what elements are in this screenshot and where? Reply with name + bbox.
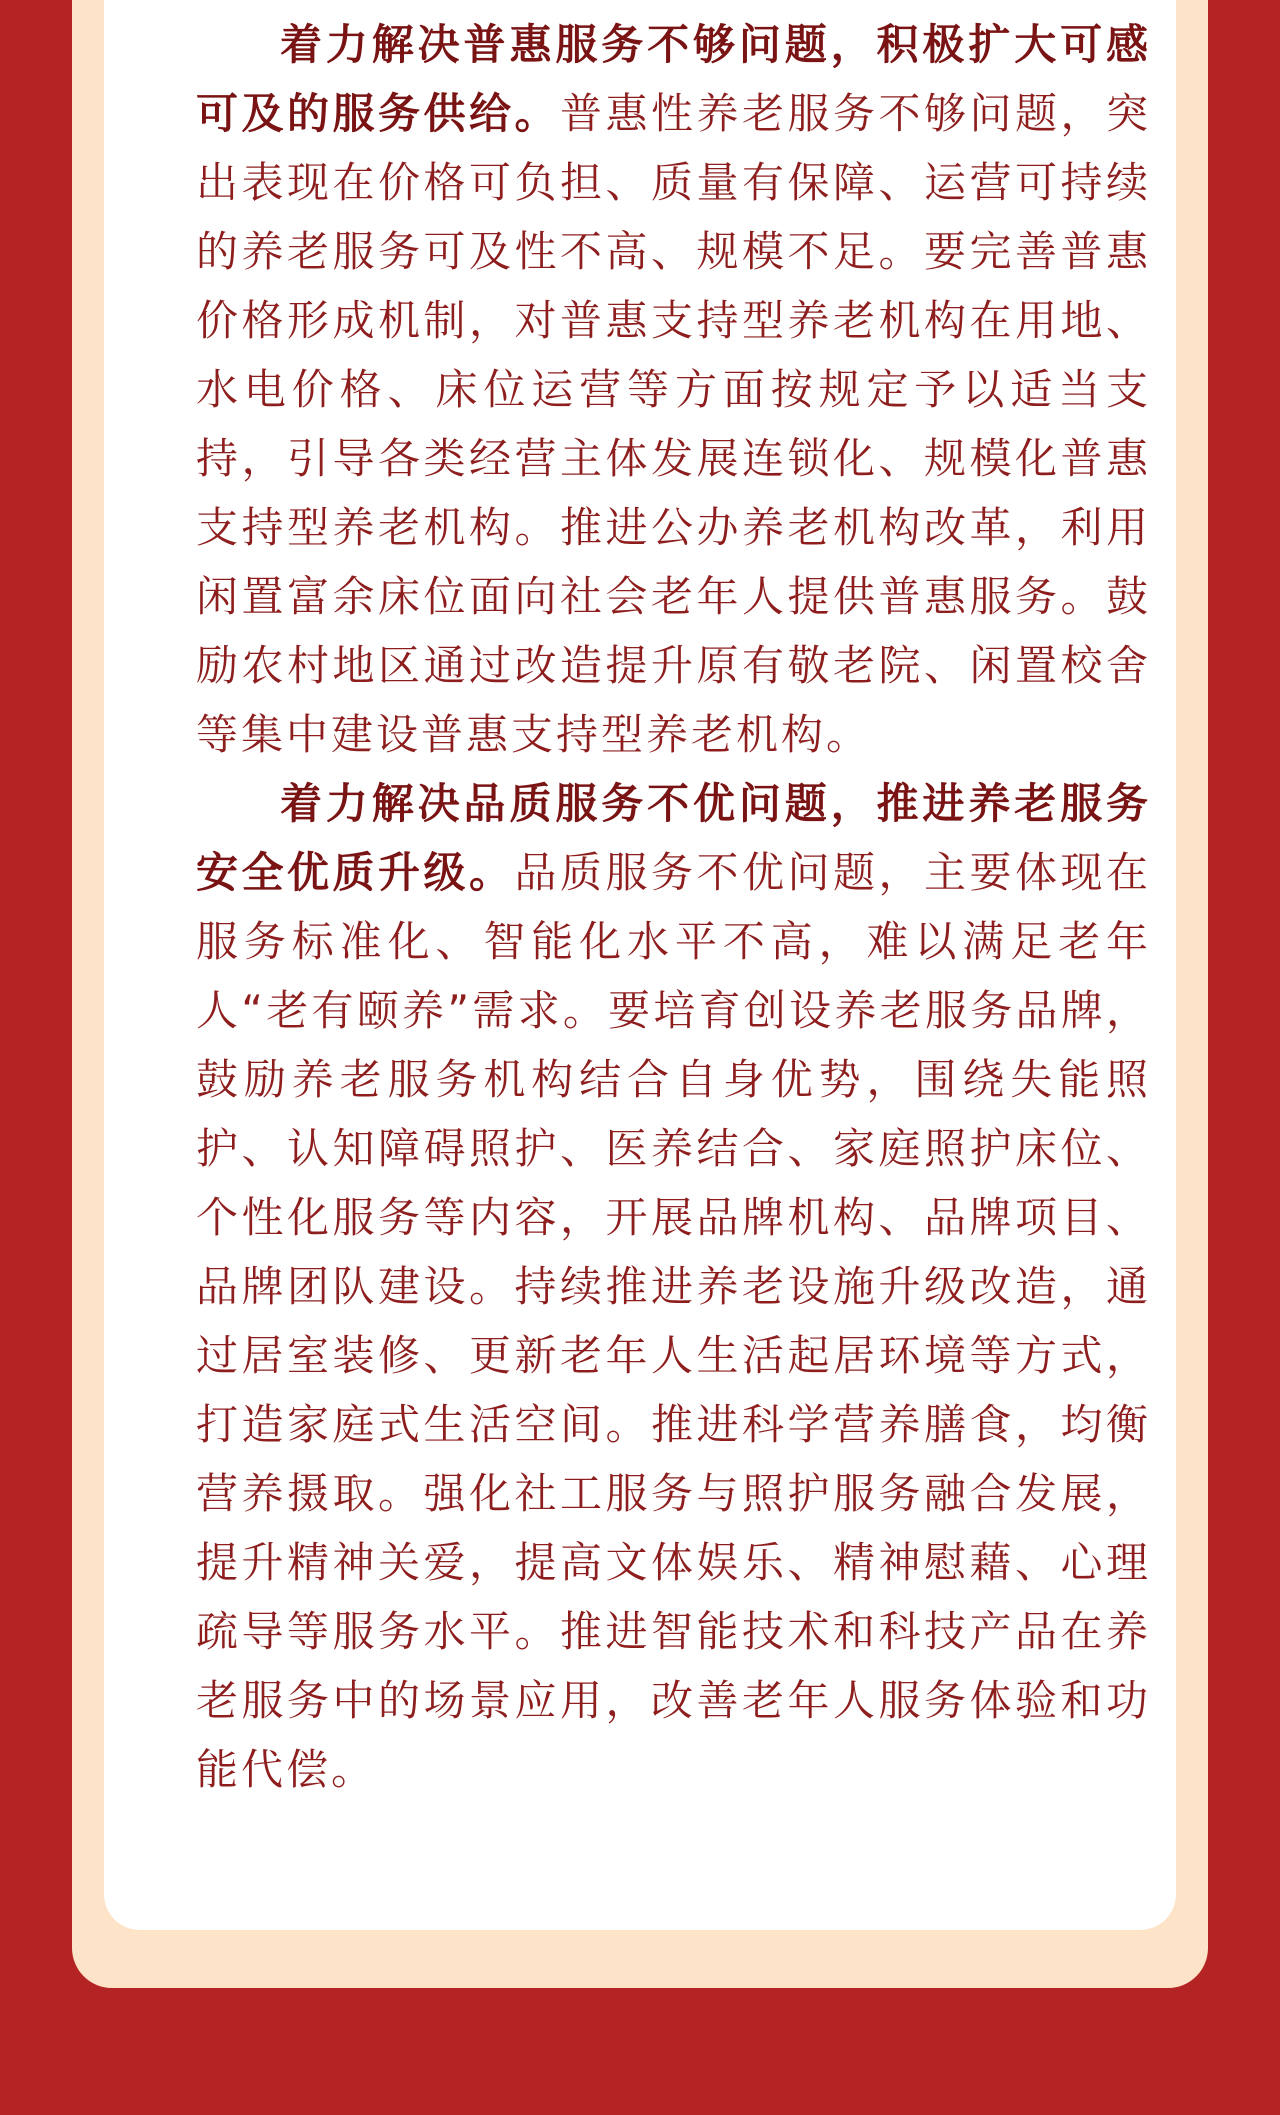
paragraph-quality-services xyxy=(196,769,1151,1804)
paragraph-heading: 着力解决品质服务不优问题，推进养老服务安全优质升级。 xyxy=(196,779,1151,897)
paragraph-text: 普惠性养老服务不够问题，突出表现在价格可负担、质量有保障、运营可持续的养老服务可及性不高、规模不足。要完善普惠价格形成机制，对普惠支持型养老机构在用地、水电价格、床位运营等方面按规定予以适当支持，引导各类经营主体发展连锁化、规模化普惠支持型养老机构。推进公办养老机构改革，利用闲置富余床位面向社会老年人提供普惠服务。鼓励农村地区通过改造提升原有敬老院、闲置校舍等集中建设普惠支持型养老机构。 xyxy=(196,89,1151,759)
paragraph-heading: 着力解决普惠服务不够问题，积极扩大可感可及的服务供给。 xyxy=(196,20,1151,138)
content-card xyxy=(104,0,1176,1930)
paragraph-text: 品质服务不优问题，主要体现在服务标准化、智能化水平不高，难以满足老年人“老有颐养”需求。要培育创设养老服务品牌，鼓励养老服务机构结合自身优势，围绕失能照护、认知障碍照护、医养结合、家庭照护床位、个性化服务等内容，开展品牌机构、品牌项目、品牌团队建设。持续推进养老设施升级改造，通过居室装修、更新老年人生活起居环境等方式，打造家庭式生活空间。推进科学营养膳食，均衡营养摄取。强化社工服务与照护服务融合发展，提升精神关爱，提高文体娱乐、精神慰藉、心理疏导等服务水平。推进智能技术和科技产品在养老服务中的场景应用，改善老年人服务体验和功能代偿。 xyxy=(196,848,1151,1794)
paragraph-inclusive-services xyxy=(196,10,1151,769)
outer-frame xyxy=(72,0,1208,1988)
article-body xyxy=(196,10,1151,1804)
